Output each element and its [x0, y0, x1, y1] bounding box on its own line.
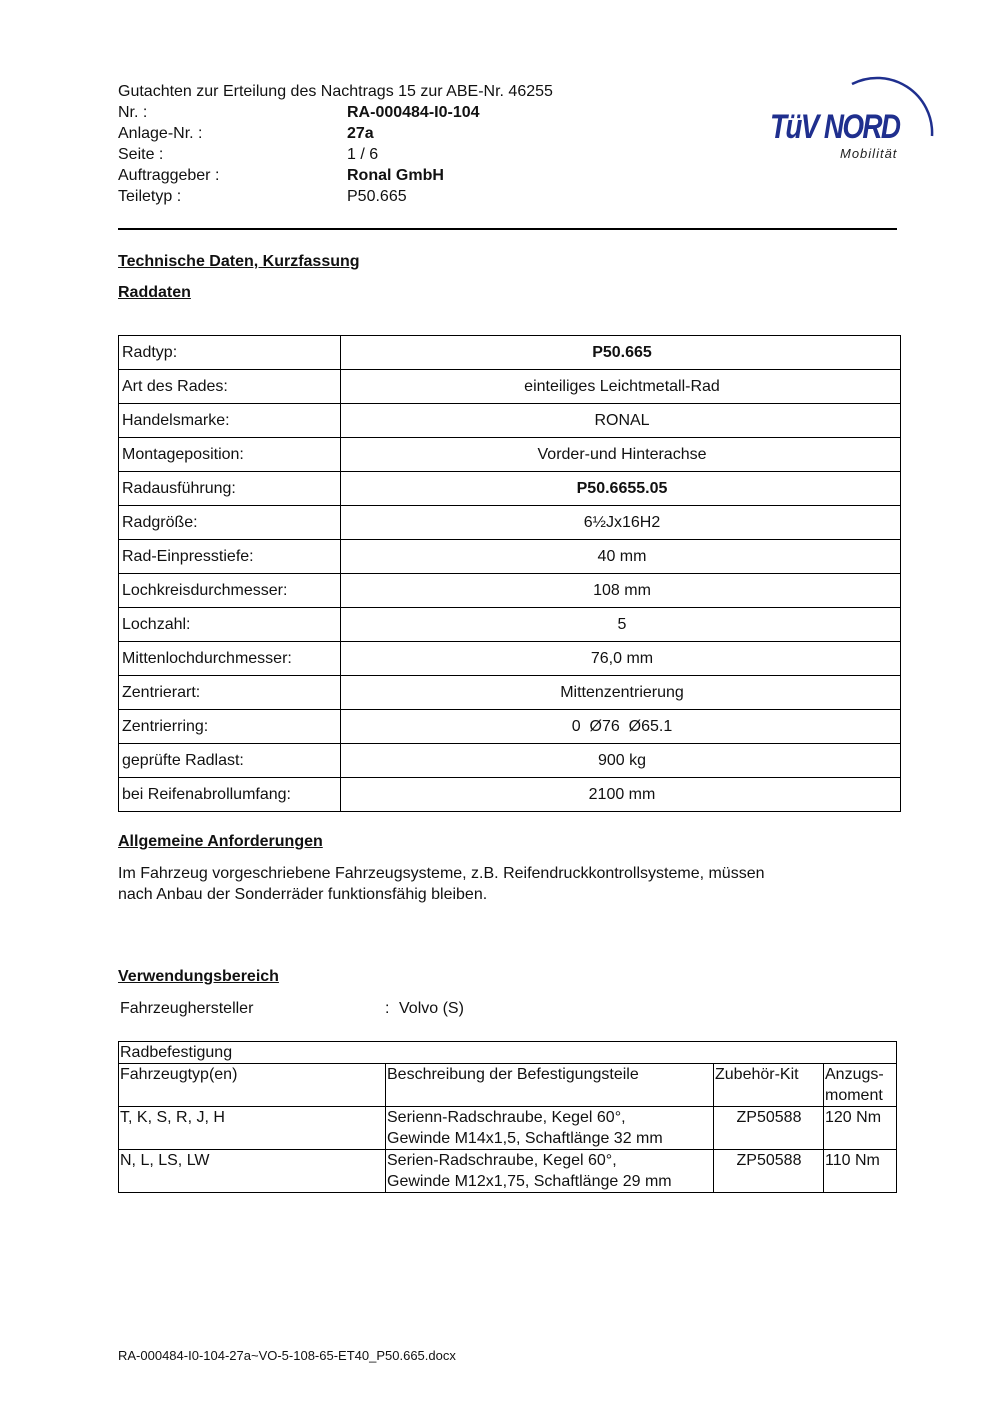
nr-label: Nr. :: [118, 104, 148, 121]
raddaten-table: [118, 335, 901, 812]
row-label: Mittenlochdurchmesser:: [119, 642, 341, 676]
row-value: 108 mm: [341, 574, 901, 608]
anlage-value: 27a: [347, 125, 374, 142]
logo-subtitle: Mobilität: [840, 146, 898, 161]
cell-beschreibung-line-1: Serien-Radschraube, Kegel 60°,: [387, 1152, 617, 1169]
row-label: Montageposition:: [119, 438, 341, 472]
footer-filename: RA-000484-I0-104-27a~VO-5-108-65-ET40_P50.665.docx: [118, 1348, 456, 1363]
row-value: 5: [341, 608, 901, 642]
hersteller-label: Fahrzeughersteller: [120, 1000, 254, 1017]
cell-fahrzeugtyp: T, K, S, R, J, H: [119, 1107, 386, 1150]
table-row: [119, 676, 901, 710]
cell-kit: ZP50588: [714, 1150, 824, 1193]
logo-brand: TüV NORD: [770, 108, 900, 146]
row-value: RONAL: [341, 404, 901, 438]
table-title-row: [119, 1042, 897, 1064]
table-row: [119, 608, 901, 642]
header-zubehoer-kit: Zubehör-Kit: [714, 1064, 824, 1107]
table-row: [119, 438, 901, 472]
radbefestigung-title: Radbefestigung: [119, 1042, 897, 1064]
seite-label: Seite :: [118, 146, 164, 163]
cell-moment: 120 Nm: [824, 1107, 897, 1150]
section-verwendungsbereich: Verwendungsbereich: [118, 968, 279, 985]
anlage-label: Anlage-Nr. :: [118, 125, 203, 142]
row-value: 0 Ø76 Ø65.1: [341, 710, 901, 744]
table-row: [119, 1150, 897, 1193]
cell-beschreibung: [386, 1150, 714, 1193]
row-value: P50.6655.05: [341, 472, 901, 506]
document-title: Gutachten zur Erteilung des Nachtrags 15 zur ABE-Nr. 46255: [118, 83, 553, 100]
hersteller-value: Volvo (S): [399, 1000, 464, 1017]
table-row: [119, 336, 901, 370]
row-label: Zentrierart:: [119, 676, 341, 710]
row-label: Art des Rades:: [119, 370, 341, 404]
row-value: 6½Jx16H2: [341, 506, 901, 540]
table-row: [119, 574, 901, 608]
cell-fahrzeugtyp: N, L, LS, LW: [119, 1150, 386, 1193]
header-beschreibung: Beschreibung der Befestigungsteile: [386, 1064, 714, 1107]
header-divider: [118, 228, 897, 230]
row-label: Handelsmarke:: [119, 404, 341, 438]
allgemein-text-line-2: nach Anbau der Sonderräder funktionsfähig bleiben.: [118, 886, 488, 903]
radbefestigung-table: [118, 1041, 897, 1193]
cell-beschreibung: [386, 1107, 714, 1150]
section-technische-daten: Technische Daten, Kurzfassung: [118, 253, 360, 270]
header-anzugsmoment-2: moment: [825, 1087, 883, 1104]
table-header-row: [119, 1064, 897, 1107]
header-anzugsmoment: [824, 1064, 897, 1107]
table-row: [119, 404, 901, 438]
table-row: [119, 540, 901, 574]
row-value: Vorder-und Hinterachse: [341, 438, 901, 472]
seite-value: 1 / 6: [347, 146, 379, 163]
nr-value: RA-000484-I0-104: [347, 104, 480, 121]
auftraggeber-label: Auftraggeber :: [118, 167, 220, 184]
row-label: Lochzahl:: [119, 608, 341, 642]
cell-moment: 110 Nm: [824, 1150, 897, 1193]
row-value: 2100 mm: [341, 778, 901, 812]
row-label: Rad-Einpresstiefe:: [119, 540, 341, 574]
cell-beschreibung-line-2: Gewinde M14x1,5, Schaftlänge 32 mm: [387, 1130, 663, 1147]
teiletyp-value: P50.665: [347, 188, 407, 205]
table-row: [119, 778, 901, 812]
row-value: 76,0 mm: [341, 642, 901, 676]
table-row: [119, 744, 901, 778]
row-label: geprüfte Radlast:: [119, 744, 341, 778]
table-row: [119, 1107, 897, 1150]
cell-beschreibung-line-1: Serienn-Radschraube, Kegel 60°,: [387, 1109, 626, 1126]
cell-kit: ZP50588: [714, 1107, 824, 1150]
allgemein-text-line-1: Im Fahrzeug vorgeschriebene Fahrzeugsysteme, z.B. Reifendruckkontrollsysteme, müssen: [118, 865, 765, 882]
header-fahrzeugtyp: Fahrzeugtyp(en): [119, 1064, 386, 1107]
hersteller-separator: :: [385, 1000, 390, 1017]
teiletyp-label: Teiletyp :: [118, 188, 182, 205]
row-label: Lochkreisdurchmesser:: [119, 574, 341, 608]
table-row: [119, 370, 901, 404]
auftraggeber-value: Ronal GmbH: [347, 167, 444, 184]
row-label: Zentrierring:: [119, 710, 341, 744]
row-value: P50.665: [341, 336, 901, 370]
row-value: Mittenzentrierung: [341, 676, 901, 710]
row-value: 40 mm: [341, 540, 901, 574]
table-row: [119, 472, 901, 506]
row-label: Radtyp:: [119, 336, 341, 370]
row-label: bei Reifenabrollumfang:: [119, 778, 341, 812]
header-anzugsmoment-1: Anzugs-: [825, 1066, 884, 1083]
cell-beschreibung-line-2: Gewinde M12x1,75, Schaftlänge 29 mm: [387, 1173, 672, 1190]
row-value: einteiliges Leichtmetall-Rad: [341, 370, 901, 404]
table-row: [119, 710, 901, 744]
row-label: Radausführung:: [119, 472, 341, 506]
section-raddaten: Raddaten: [118, 284, 191, 301]
row-label: Radgröße:: [119, 506, 341, 540]
row-value: 900 kg: [341, 744, 901, 778]
table-row: [119, 506, 901, 540]
section-allgemeine-anforderungen: Allgemeine Anforderungen: [118, 833, 323, 850]
table-row: [119, 642, 901, 676]
